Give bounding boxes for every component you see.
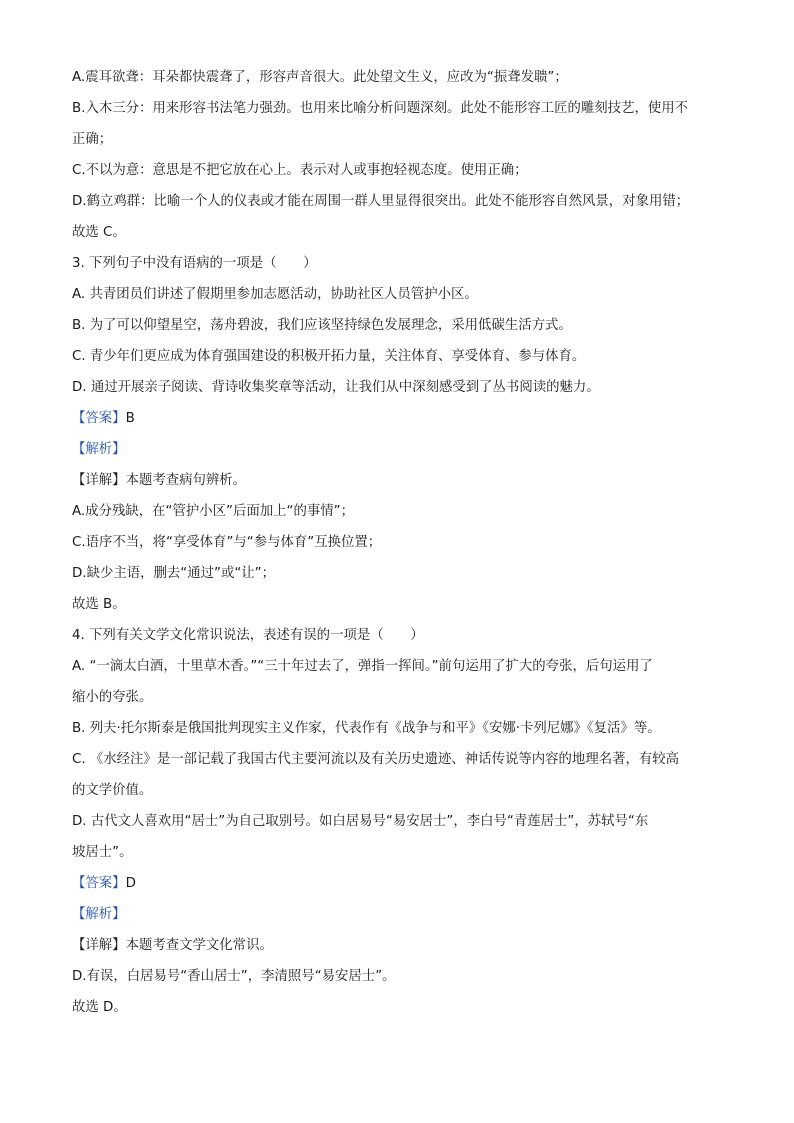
q4-option-b: B. 列夫·托尔斯泰是俄国批判现实主义作家，代表作有《战争与和平》《安娜·卡列尼娜》《复活》等。 — [72, 721, 661, 736]
q3-stem: 3. 下列句子中没有语病的一项是（ ） — [72, 256, 317, 271]
q3-analysis — [72, 434, 724, 465]
q3-conclusion: 故选 B。 — [72, 597, 126, 612]
q3-option-b: B. 为了可以仰望星空，荡舟碧波，我们应该坚持绿色发展理念，采用低碳生活方式。 — [72, 318, 572, 333]
q4-option-c: C. 《水经注》是一部记载了我国古代主要河流以及有关历史遗迹、神话传说等内容的地理名著，有较高 — [72, 752, 680, 767]
q2-option-d-explanation: D.鹤立鸡群：比喻一个人的仪表或才能在周围一群人里显得很突出。此处不能形容自然风景，对象用错； — [72, 194, 690, 209]
q2-option-b-explanation-cont: 正确； — [72, 132, 113, 147]
q4-answer — [72, 868, 724, 899]
q3-detail — [72, 465, 724, 496]
document-page — [72, 62, 724, 1023]
q2-conclusion: 故选 C。 — [72, 225, 126, 240]
q4-option-a: A. “一滴太白酒，十里草木香。”“三十年过去了，弹指一挥间。”前句运用了扩大的夸张，后句运用了 — [72, 659, 653, 674]
q4-stem: 4. 下列有关文学文化常识说法，表述有误的一项是（ ） — [72, 628, 424, 643]
q4-answer-value: D — [125, 876, 136, 891]
q3-explanation-a: A.成分残缺，在“管护小区”后面加上“的事情”； — [72, 504, 354, 519]
q4-detail-text: 本题考查文学文化常识。 — [125, 938, 273, 953]
q2-option-b-explanation: B.入木三分：用来形容书法笔力强劲。也用来比喻分析问题深刻。此处不能形容工匠的雕刻技艺，使用不 — [72, 101, 689, 116]
q3-explanation-d: D.缺少主语，删去“通过”或“让”； — [72, 566, 276, 581]
q3-option-d: D. 通过开展亲子阅读、背诗收集奖章等活动，让我们从中深刻感受到了丛书阅读的魅力。 — [72, 380, 600, 395]
q3-option-a: A. 共青团员们讲述了假期里参加志愿活动，协助社区人员管护小区。 — [72, 287, 478, 302]
q4-option-d-cont: 坡居士”。 — [72, 845, 133, 860]
q4-explanation-d: D.有误，白居易号“香山居士”，李清照号“易安居士”。 — [72, 969, 396, 984]
q4-conclusion: 故选 D。 — [72, 1000, 127, 1015]
q3-answer — [72, 403, 724, 434]
q4-option-c-cont: 的文学价值。 — [72, 783, 153, 798]
q3-option-c: C. 青少年们更应成为体育强国建设的积极开拓力量，关注体育、享受体育、参与体育。 — [72, 349, 586, 364]
q4-option-a-cont: 缩小的夸张。 — [72, 690, 153, 705]
q4-analysis — [72, 899, 724, 930]
q3-explanation-c: C.语序不当，将“享受体育”与“参与体育”互换位置； — [72, 535, 382, 550]
q4-detail — [72, 930, 724, 961]
q3-detail-text: 本题考查病句辨析。 — [125, 473, 247, 488]
answer-tag: 【答案】 — [72, 411, 126, 426]
detail-tag: 【详解】 — [72, 938, 126, 953]
q2-option-a-explanation: A.震耳欲聋：耳朵都快震聋了，形容声音很大。此处望文生义，应改为“振聋发聩”； — [72, 70, 568, 85]
analysis-tag: 【解析】 — [72, 442, 126, 457]
analysis-tag: 【解析】 — [72, 907, 126, 922]
answer-tag: 【答案】 — [72, 876, 126, 891]
q2-option-c-explanation: C.不以为意：意思是不把它放在心上。表示对人或事抱轻视态度。使用正确； — [72, 163, 528, 178]
detail-tag: 【详解】 — [72, 473, 126, 488]
q3-answer-value: B — [125, 411, 135, 426]
q4-option-d: D. 古代文人喜欢用“居士”为自己取别号。如白居易号“易安居士”，李白号“青莲居士”，苏轼号“东 — [72, 814, 649, 829]
